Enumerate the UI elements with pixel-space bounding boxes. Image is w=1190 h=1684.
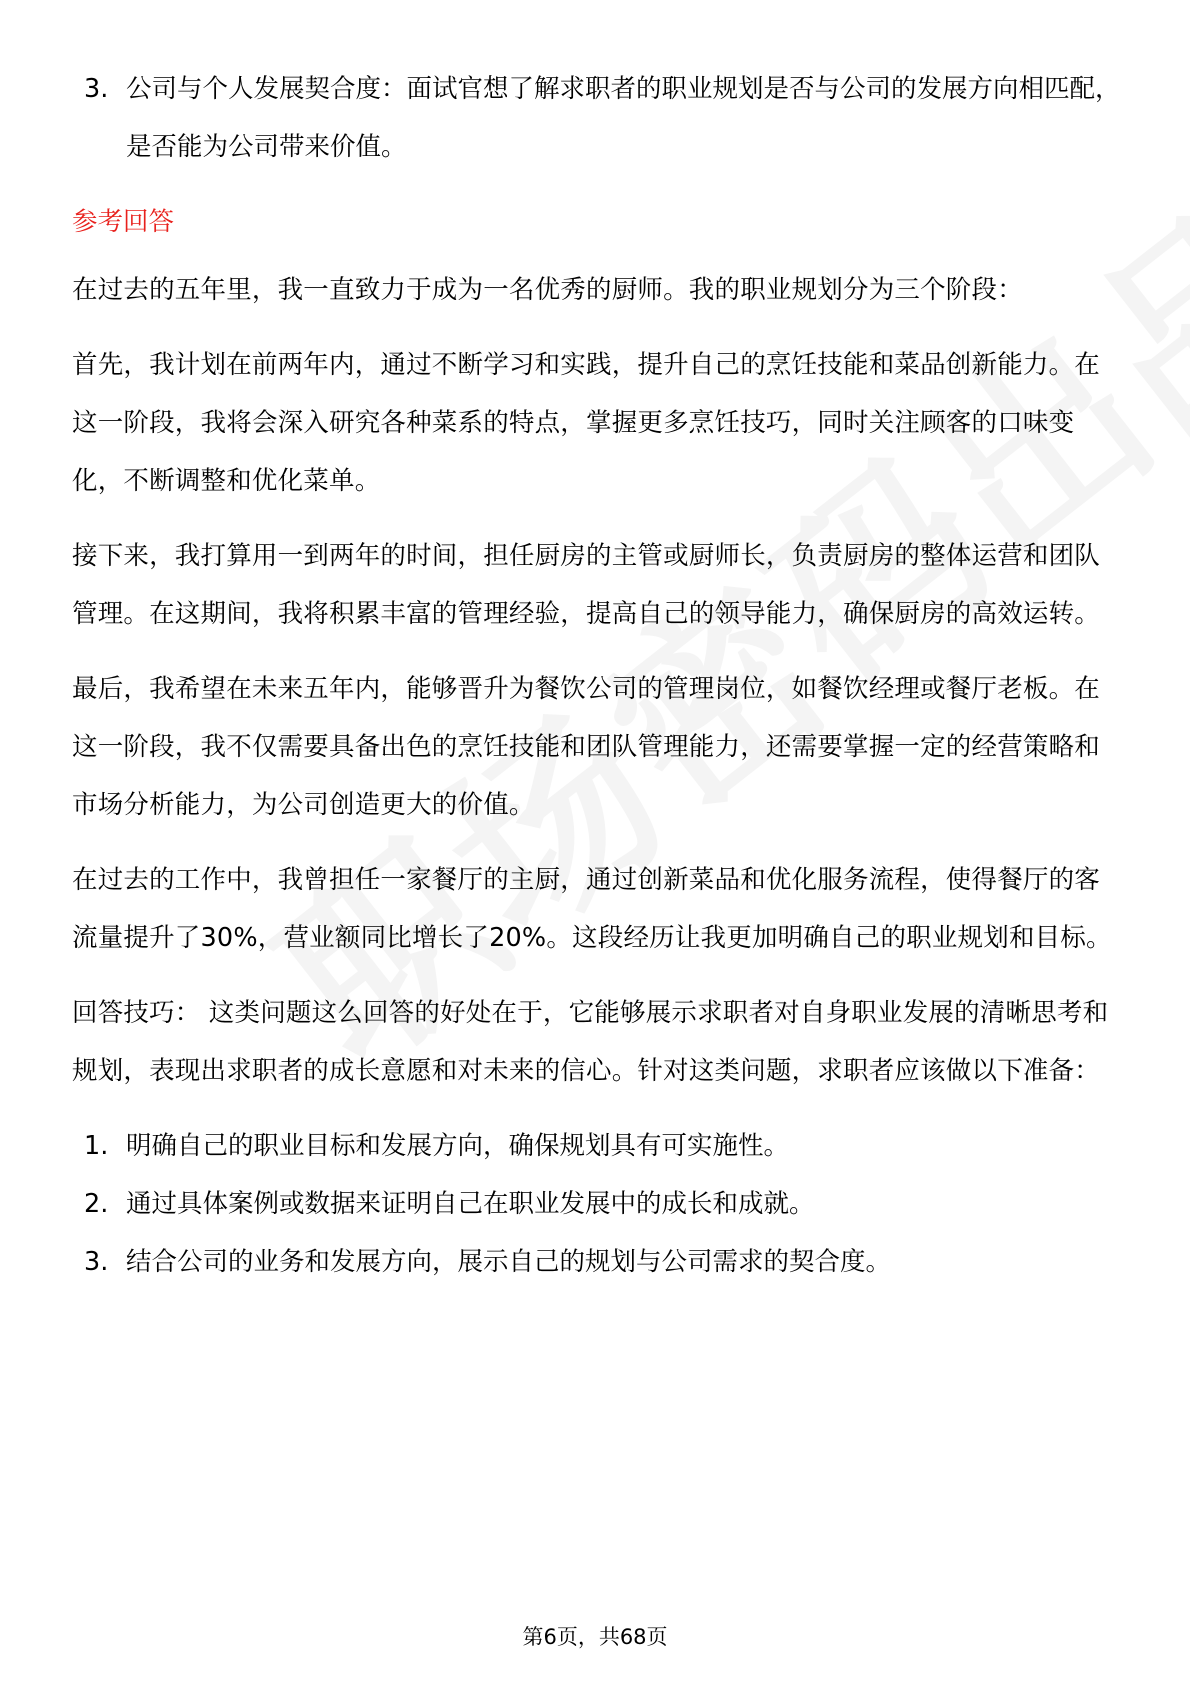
paragraph-experience: 在过去的工作中，我曾担任一家餐厅的主厨，通过创新菜品和优化服务流程，使得餐厅的客流量提升了30%，营业额同比增长了20%。这段经历让我更加明确自己的职业规划和目标。 xyxy=(72,865,1112,953)
list-item-number: 3. xyxy=(84,74,109,104)
list-item-number: 3. xyxy=(84,1247,109,1277)
list-item-text: 明确自己的职业目标和发展方向，确保规划具有可实施性。 xyxy=(126,1131,790,1161)
tips-list xyxy=(72,1117,1122,1291)
list-item-text: 公司与个人发展契合度：面试官想了解求职者的职业规划是否与公司的发展方向相匹配，是否能为公司带来价值。 xyxy=(126,74,1121,162)
list-item-number: 2. xyxy=(84,1189,109,1219)
section-heading: 参考回答 xyxy=(72,207,175,237)
list-item xyxy=(72,1233,1122,1291)
list-item-company-fit xyxy=(72,60,1122,176)
list-item xyxy=(72,1175,1122,1233)
paragraph-final-stage: 最后，我希望在未来五年内，能够晋升为餐饮公司的管理岗位，如餐饮经理或餐厅老板。在这一阶段，我不仅需要具备出色的烹饪技能和团队管理能力，还需要掌握一定的经营策略和市场分析能力，为公司创造更大的价值。 xyxy=(72,674,1101,820)
paragraph-intro: 在过去的五年里，我一直致力于成为一名优秀的厨师。我的职业规划分为三个阶段： xyxy=(72,275,1023,305)
list-item-text: 通过具体案例或数据来证明自己在职业发展中的成长和成就。 xyxy=(126,1189,815,1219)
list-item xyxy=(72,1117,1122,1175)
list-item-number: 1. xyxy=(84,1131,109,1161)
page-footer: 第6页，共68页 xyxy=(522,1625,668,1649)
list-item-text: 结合公司的业务和发展方向，展示自己的规划与公司需求的契合度。 xyxy=(126,1247,892,1277)
paragraph-second-stage: 接下来，我打算用一到两年的时间，担任厨房的主管或厨师长，负责厨房的整体运营和团队管理。在这期间，我将积累丰富的管理经验，提高自己的领导能力，确保厨房的高效运转。 xyxy=(72,541,1101,629)
paragraph-answer-tips: 回答技巧： 这类问题这么回答的好处在于，它能够展示求职者对自身职业发展的清晰思考和规划，表现出求职者的成长意愿和对未来的信心。针对这类问题，求职者应该做以下准备： xyxy=(72,998,1109,1086)
paragraph-first-stage: 首先，我计划在前两年内，通过不断学习和实践，提升自己的烹饪技能和菜品创新能力。在这一阶段，我将会深入研究各种菜系的特点，掌握更多烹饪技巧，同时关注顾客的口味变化，不断调整和优化菜单。 xyxy=(72,350,1101,496)
page-content xyxy=(72,60,1122,1291)
